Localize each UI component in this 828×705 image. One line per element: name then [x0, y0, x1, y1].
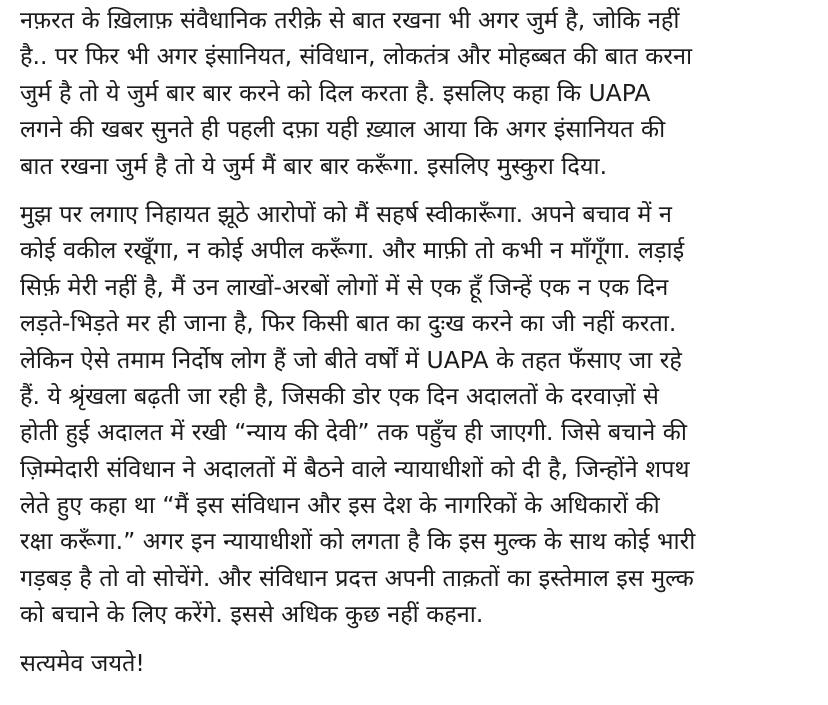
text-line: बात रखना जुर्म है तो ये जुर्म मैं बार बार करूँगा. इसलिए मुस्कुरा दिया.: [20, 151, 608, 180]
paragraph-1: [20, 2, 810, 184]
text-line: रक्षा करूँगा.” अगर इन न्यायाधीशों को लगता है कि इस मुल्क के साथ कोई भारी: [20, 527, 696, 556]
text-line: है.. पर फिर भी अगर इंसानियत, संविधान, लोकतंत्र और मोहब्बत की बात करना: [20, 42, 693, 71]
text-line: सिर्फ़ मेरी नहीं है, मैं उन लाखों-अरबों लोगों में से एक हूँ जिन्हें एक न एक दिन: [20, 272, 669, 301]
text-line: लड़ते-भिड़ते मर ही जाना है, फिर किसी बात का दुःख करने का जी नहीं करता.: [20, 309, 677, 338]
text-line: ज़िम्मेदारी संविधान ने अदालतों में बैठने वाले न्यायाधीशों को दी है, जिन्होंने शपथ: [20, 454, 690, 483]
text-line: नफ़रत के ख़िलाफ़ संवैधानिक तरीक़े से बात रखना भी अगर जुर्म है, जोकि नहीं: [20, 6, 680, 34]
paragraph-2: [20, 196, 810, 633]
text-line: लेते हुए कहा था “मैं इस संविधान और इस देश के नागरिकों के अधिकारों की: [20, 491, 660, 520]
text-line: लेकिन ऐसे तमाम निर्दोष लोग हैं जो बीते वर्षों में UAPA के तहत फँसाए जा रहे: [20, 345, 682, 374]
text-line: जुर्म है तो ये जुर्म बार बार करने को दिल करता है. इसलिए कहा कि UAPA: [20, 78, 651, 107]
text-line: लगने की खबर सुनते ही पहली दफ़ा यही ख़्याल आया कि अगर इंसानियत की: [20, 115, 666, 144]
text-line: को बचाने के लिए करेंगे. इससे अधिक कुछ नहीं कहना.: [20, 600, 484, 629]
text-line: कोई वकील रखूँगा, न कोई अपील करूँगा. और माफ़ी तो कभी न माँगूँगा. लड़ाई: [20, 236, 685, 265]
closing-line: सत्यमेव जयते!: [20, 648, 145, 677]
paragraph-3: [20, 645, 810, 681]
text-line: होती हुई अदालत में रखी “न्याय की देवी” तक पहुँच ही जाएगी. जिसे बचाने की: [20, 418, 687, 447]
text-line: गड़बड़ है तो वो सोचेंगे. और संविधान प्रदत्त अपनी ताक़तों का इस्तेमाल इस मुल्क: [20, 563, 694, 592]
text-line: मुझ पर लगाए निहायत झूठे आरोपों को मैं सहर्ष स्वीकारूँगा. अपने बचाव में न: [20, 199, 672, 228]
text-line: हैं. ये श्रृंखला बढ़ती जा रही है, जिसकी डोर एक दिन अदालतों के दरवाज़ों से: [20, 381, 659, 410]
